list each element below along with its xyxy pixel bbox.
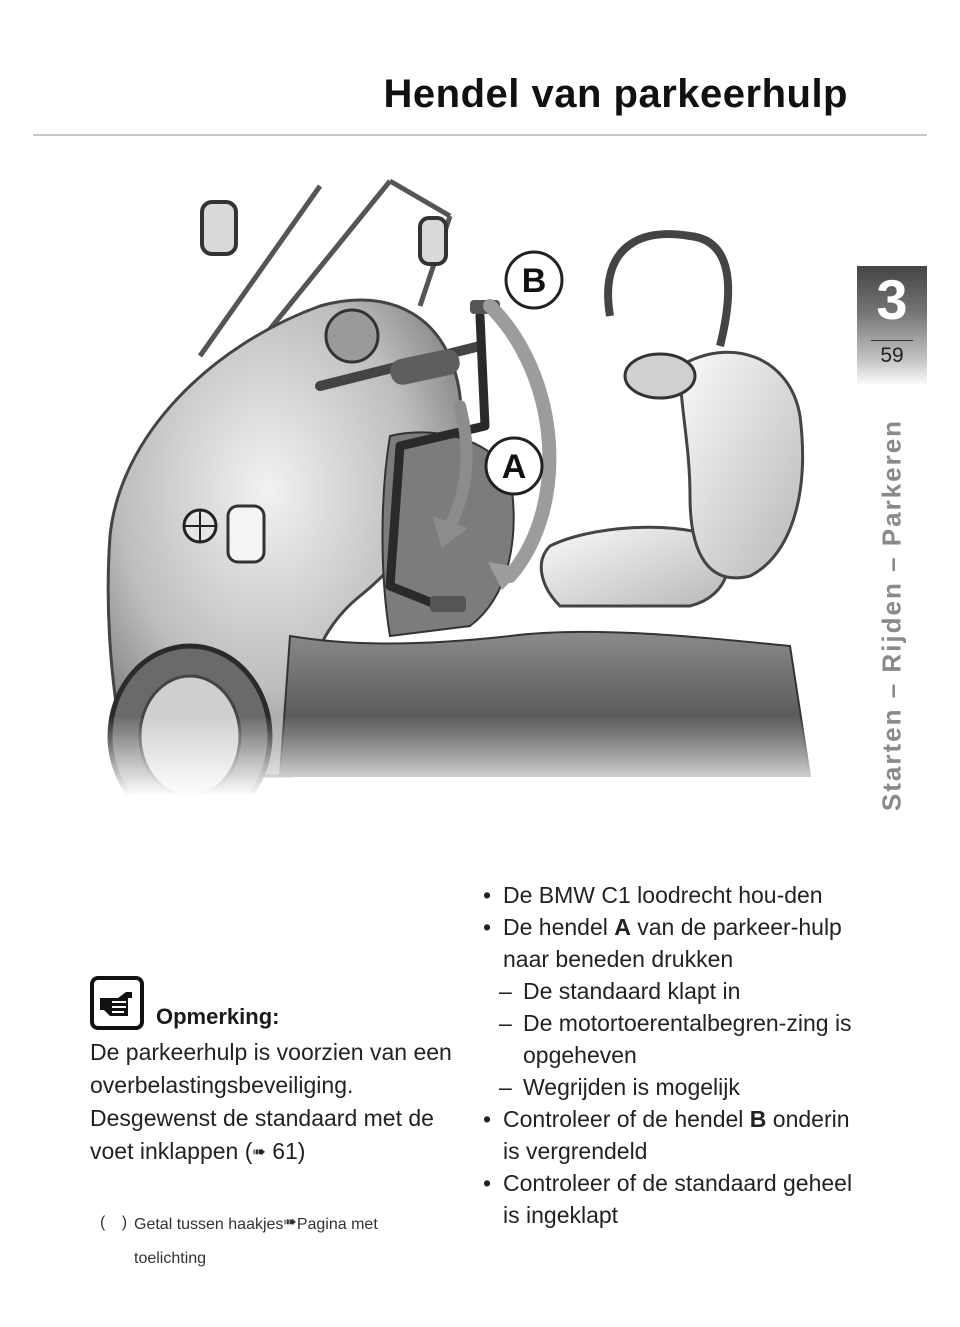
note-page-ref: 61): [272, 1138, 306, 1164]
left-mirror: [202, 202, 236, 254]
label-b-badge: [506, 252, 562, 308]
step-check-lever-ref: B: [749, 1106, 767, 1132]
side-indicator: [228, 506, 264, 562]
rear-mirror: [625, 354, 695, 398]
substep-rpm-limit: – De motortoerentalbegren-zing is opgeheven: [483, 1007, 863, 1071]
note-block: [90, 976, 460, 1169]
page-number: 59: [880, 344, 904, 367]
illustration-fade: [90, 716, 850, 796]
chapter-tab: [857, 266, 927, 386]
substep-stand-folds: – De standaard klapt in: [483, 975, 863, 1007]
note-hand-icon: [90, 976, 144, 1030]
note-text: [90, 1036, 460, 1169]
title-rule: [33, 134, 927, 136]
step-press-lever-post: van de parkeer-hulp naar beneden drukken: [503, 914, 842, 972]
legend-parens: ( ): [100, 1214, 134, 1231]
step-check-stand: • Controleer of de standaard geheel is ingeklapt: [483, 1167, 863, 1231]
legend-text-cont: toelichting: [134, 1250, 207, 1267]
note-body: De parkeerhulp is voorzien van een overbelastingsbeveiliging. Desgewenst de standaard met de voet inklappen (: [90, 1039, 452, 1164]
instruction-list: [483, 879, 863, 1231]
roll-bar: [608, 234, 728, 346]
page-title: Hendel van parkeerhulp: [383, 72, 848, 116]
center-mirror: [420, 218, 446, 264]
label-a: A: [501, 448, 527, 486]
step-press-lever: [483, 911, 863, 975]
legend-text-after: Pagina met: [296, 1216, 378, 1233]
step-press-lever-ref: A: [614, 914, 631, 940]
substep-ride-away: – Wegrijden is mogelijk: [483, 1071, 863, 1103]
legend-text-before: Getal tussen haakjes: [134, 1216, 284, 1233]
side-chapter-title: Starten – Rijden – Parkeren: [876, 418, 907, 812]
parking-lever-handle-down: [430, 596, 466, 612]
chapter-number: 3: [876, 268, 908, 331]
step-check-lever-pre: Controleer of de hendel: [503, 1106, 750, 1132]
scooter-illustration: [90, 176, 850, 796]
step-hold-upright: • De BMW C1 loodrecht hou-den: [483, 879, 863, 911]
reference-legend: [100, 1206, 470, 1276]
backrest: [680, 352, 803, 578]
step-check-lever: [483, 1103, 863, 1167]
step-press-lever-pre: De hendel: [503, 914, 615, 940]
page-ref-arrow-icon: ➠: [252, 1144, 266, 1161]
label-a-badge: [486, 438, 542, 494]
note-label: Opmerking:: [156, 1004, 280, 1029]
instrument-cluster: [326, 310, 378, 362]
chapter-divider: [871, 340, 913, 341]
note-header: [90, 976, 460, 1030]
legend-arrow-icon: ➠: [283, 1214, 297, 1231]
label-b: B: [521, 262, 547, 300]
step-check-lever-post: onderin is vergrendeld: [503, 1106, 850, 1164]
